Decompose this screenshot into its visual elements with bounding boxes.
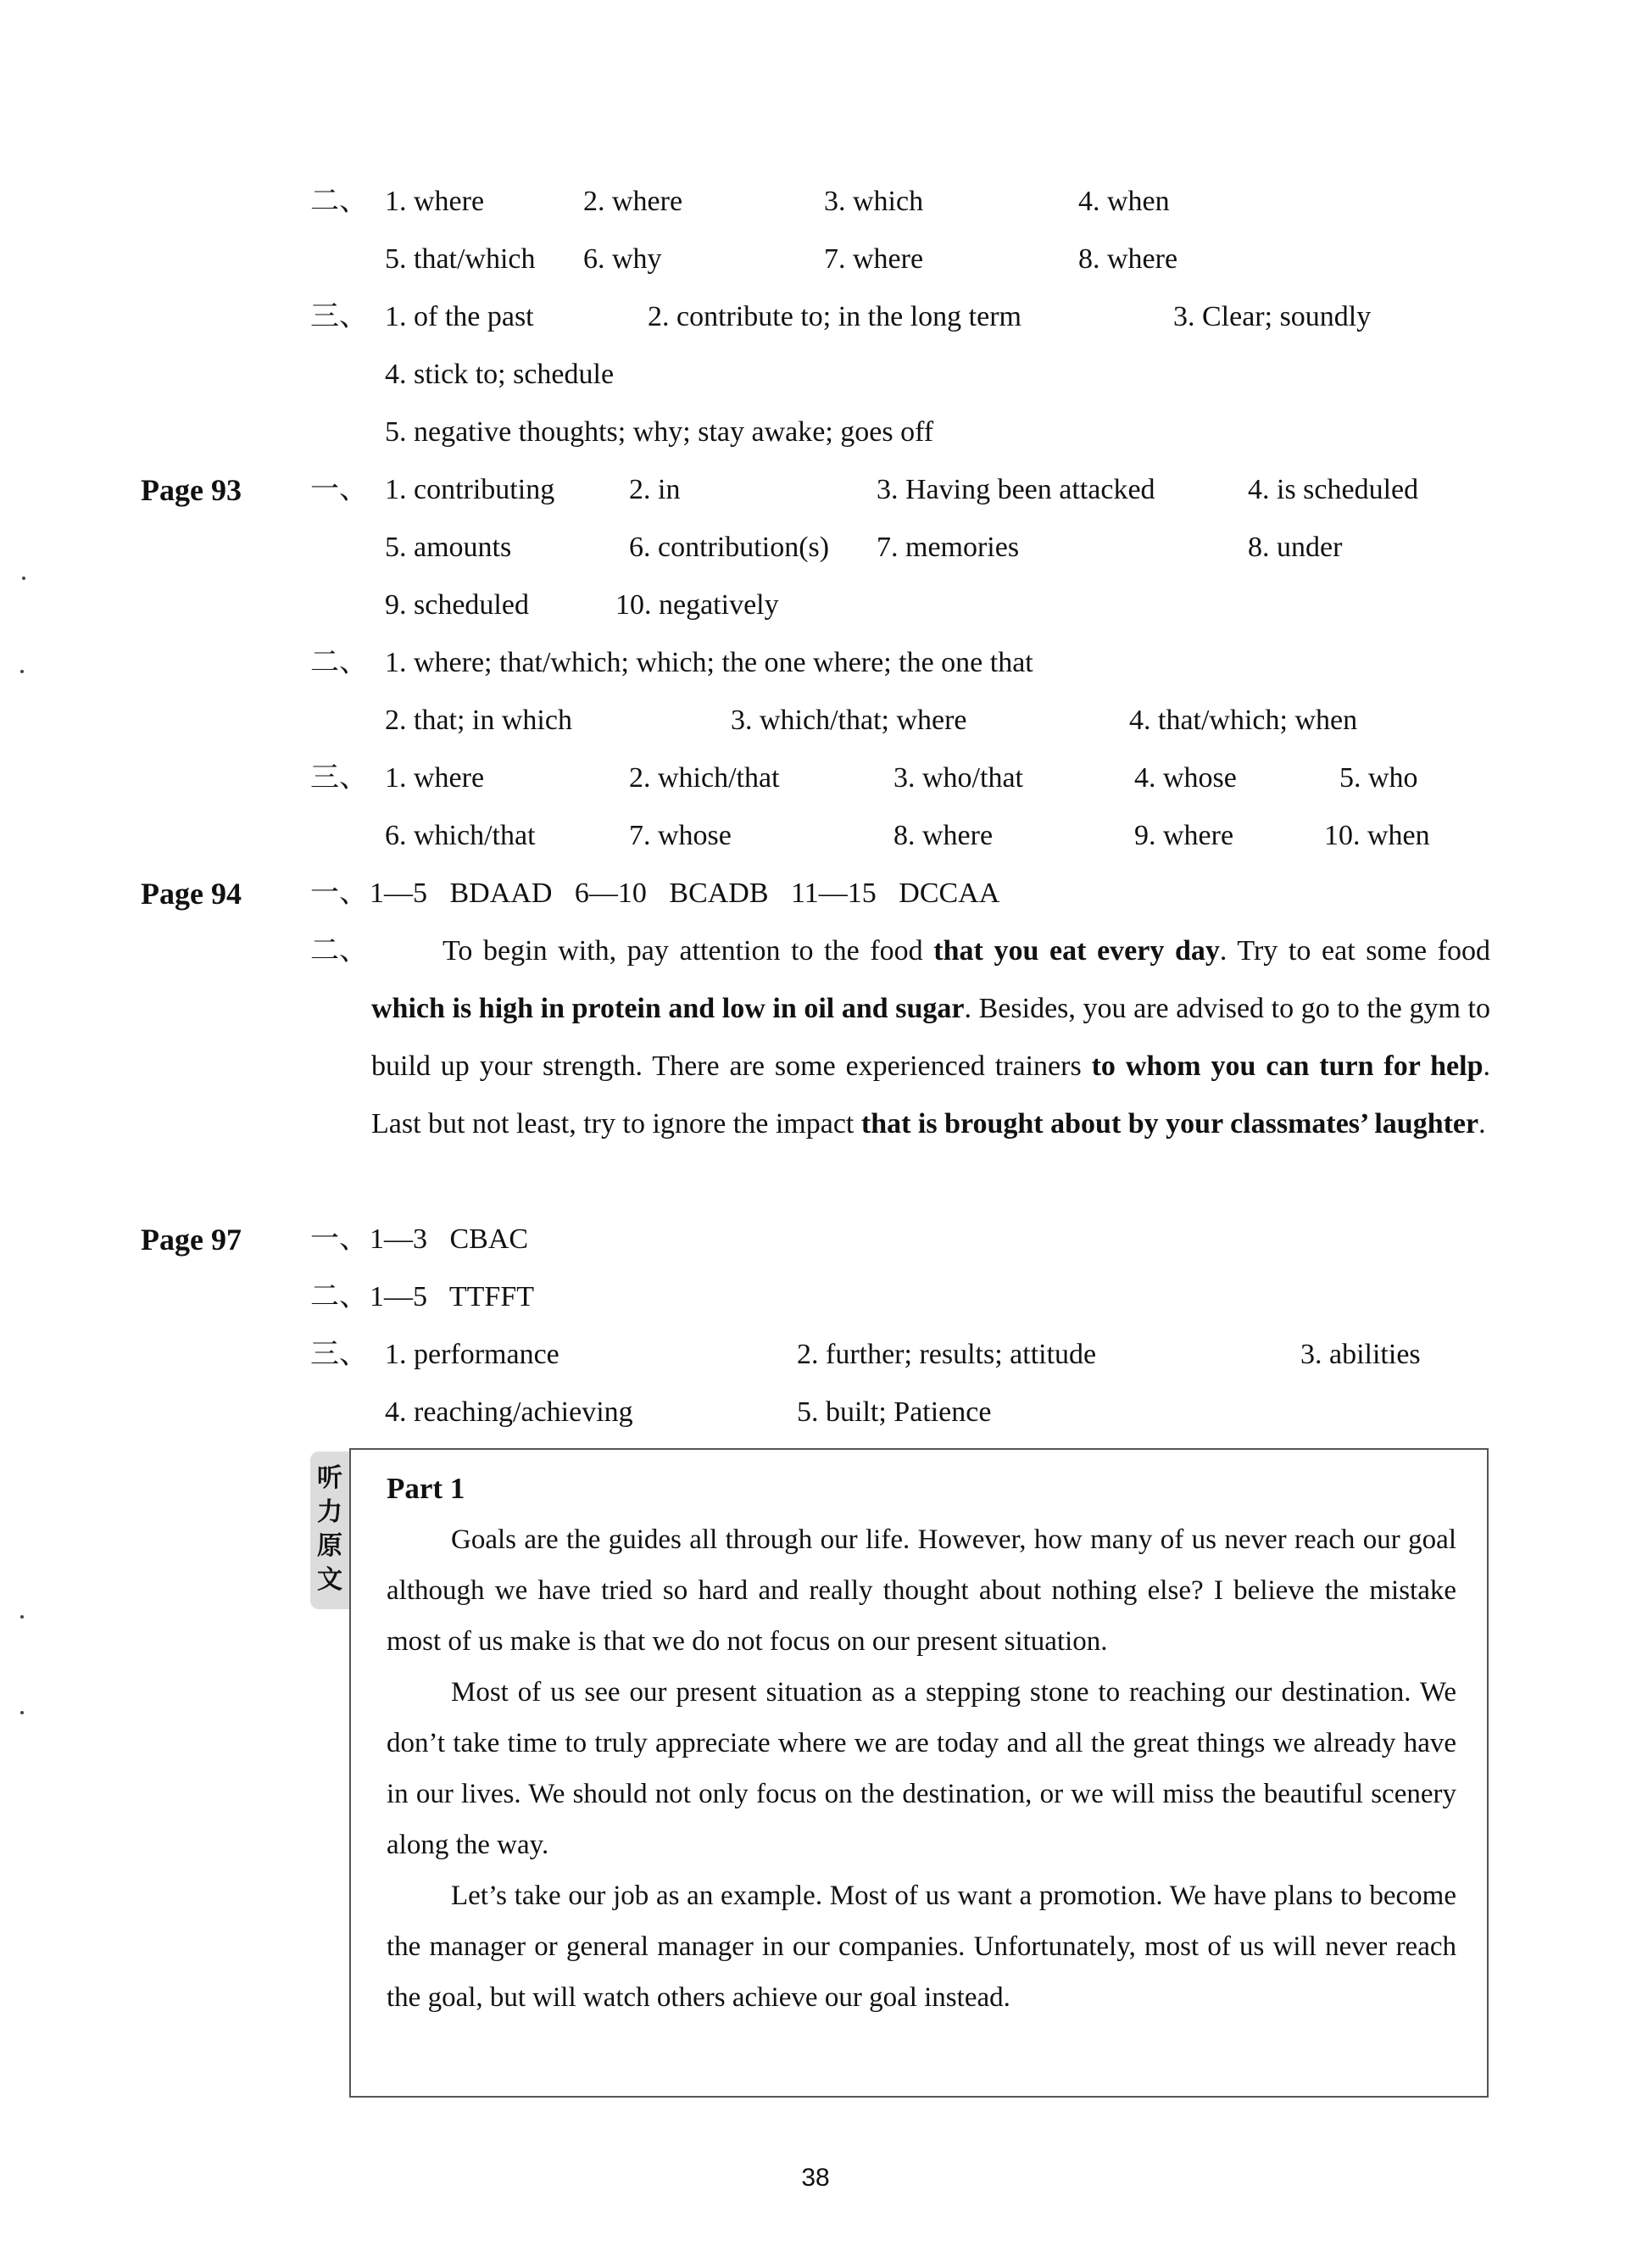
answer-item: 10. when xyxy=(1324,820,1430,851)
answer-item: 3. which xyxy=(824,186,924,217)
section-label-yi: 一、 xyxy=(310,474,368,505)
scan-speck xyxy=(20,1615,24,1619)
scan-speck xyxy=(22,577,25,580)
section-label-san: 三、 xyxy=(310,762,368,794)
section-label-er: 二、 xyxy=(310,647,368,678)
answer-item: 1. performance xyxy=(385,1339,559,1370)
answer-item: 7. whose xyxy=(629,820,732,851)
page-label: Page 94 xyxy=(141,877,242,911)
para-text: . Last but not least, try to ignore the impact xyxy=(371,1050,1491,1140)
answer-item: 2. in xyxy=(629,474,681,505)
answer-item: 4. is scheduled xyxy=(1248,474,1419,505)
answer-item: 6. which/that xyxy=(385,820,536,851)
section-label-san: 三、 xyxy=(310,1339,368,1370)
tab-char: 文 xyxy=(317,1565,342,1595)
answer-item: 4. when xyxy=(1078,186,1170,217)
para-bold: that you eat every day xyxy=(933,935,1220,967)
transcript-heading: Part 1 xyxy=(387,1472,465,1505)
answer-item: 7. memories xyxy=(877,532,1020,563)
para-text: . Try to eat some food xyxy=(1219,935,1490,967)
page-number: 38 xyxy=(801,2164,830,2192)
page-label: Page 97 xyxy=(141,1223,242,1257)
answer-item: 4. stick to; schedule xyxy=(385,359,615,390)
para-bold: that is brought about by your classmates’ laughter xyxy=(860,1108,1479,1140)
section-label-er: 二、 xyxy=(310,935,368,967)
tab-char: 原 xyxy=(317,1531,342,1561)
section-label-er: 二、 xyxy=(310,1281,368,1312)
para-bold: to whom you can turn for help xyxy=(1091,1050,1483,1082)
answer-item: 5. that/which xyxy=(385,243,536,275)
answer-item: 1—5 TTFFT xyxy=(370,1281,535,1312)
answer-item: 5. amounts xyxy=(385,532,512,563)
rewrite-paragraph xyxy=(371,922,1490,1153)
answer-item: 5. negative thoughts; why; stay awake; goes off xyxy=(385,416,934,448)
scan-speck xyxy=(20,1711,24,1714)
answer-item: 9. scheduled xyxy=(385,589,529,621)
answer-item: 5. who xyxy=(1339,762,1418,794)
answer-item: 3. Having been attacked xyxy=(877,474,1155,505)
answer-item: 3. Clear; soundly xyxy=(1173,301,1372,332)
tab-char: 力 xyxy=(317,1497,342,1527)
answer-item: 6. why xyxy=(583,243,662,275)
listening-transcript-tab xyxy=(310,1452,349,1609)
answer-item: 1. where; that/which; which; the one where; the one that xyxy=(385,647,1033,678)
answer-item: 1. where xyxy=(385,762,485,794)
transcript-paragraph xyxy=(387,1514,1456,1667)
answer-item: 3. which/that; where xyxy=(731,705,967,736)
answer-item: 3. who/that xyxy=(893,762,1023,794)
page-label: Page 93 xyxy=(141,473,242,507)
answer-item: 1. where xyxy=(385,186,485,217)
answer-item: 8. where xyxy=(1078,243,1178,275)
answer-item: 6. contribution(s) xyxy=(629,532,830,563)
answer-item: 4. whose xyxy=(1134,762,1237,794)
section-label-yi: 一、 xyxy=(310,878,368,909)
para-text: . xyxy=(1478,1108,1486,1140)
transcript-paragraph xyxy=(387,1870,1456,2023)
answer-item: 1. contributing xyxy=(385,474,555,505)
answer-item: 8. where xyxy=(893,820,994,851)
answer-item: 1—5 BDAAD 6—10 BCADB 11—15 DCCAA xyxy=(370,878,1000,909)
answer-item: 1. of the past xyxy=(385,301,534,332)
answer-item: 1—3 CBAC xyxy=(370,1223,529,1255)
transcript-paragraph xyxy=(387,1667,1456,1870)
answer-item: 3. abilities xyxy=(1300,1339,1421,1370)
answer-item: 9. where xyxy=(1134,820,1234,851)
answer-item: 10. negatively xyxy=(615,589,779,621)
answer-item: 7. where xyxy=(824,243,924,275)
scan-speck xyxy=(20,670,24,673)
paragraph-text: Most of us see our present situation as a stepping stone to reaching our destination. We don’t take time to truly appreciate where we are today and all the great things we already have in our lives. We should not only focus on the destination, or we will miss the beautiful scenery along the way. xyxy=(387,1677,1456,1860)
paragraph-text: Let’s take our job as an example. Most of us want a promotion. We have plans to become the manager or general manager in our companies. Unfortunately, most of us will never reach the goal, but will watch others achieve our goal instead. xyxy=(387,1881,1456,2013)
answer-item: 2. that; in which xyxy=(385,705,572,736)
paragraph-text: Goals are the guides all through our life. However, how many of us never reach our goal although we have tried so hard and really thought about nothing else? I believe the mistake most of us make is that we do not focus on our present situation. xyxy=(387,1524,1456,1657)
answer-item: 4. reaching/achieving xyxy=(385,1396,633,1428)
answer-item: 2. contribute to; in the long term xyxy=(648,301,1021,332)
answer-item: 2. where xyxy=(583,186,683,217)
answer-item: 5. built; Patience xyxy=(797,1396,992,1428)
answer-item: 2. which/that xyxy=(629,762,780,794)
answer-item: 2. further; results; attitude xyxy=(797,1339,1097,1370)
section-label-yi: 一、 xyxy=(310,1223,368,1255)
para-text: To begin with, pay attention to the food xyxy=(443,935,934,967)
tab-char: 听 xyxy=(317,1463,342,1493)
answer-item: 4. that/which; when xyxy=(1129,705,1358,736)
answer-item: 8. under xyxy=(1248,532,1343,563)
para-text: . Besides, you are advised to go to the gym to build up your strength. There are some experienced trainers xyxy=(371,993,1490,1082)
section-label-er: 二、 xyxy=(310,186,368,217)
para-bold: which is high in protein and low in oil and sugar xyxy=(371,993,965,1024)
section-label-san: 三、 xyxy=(310,301,368,332)
